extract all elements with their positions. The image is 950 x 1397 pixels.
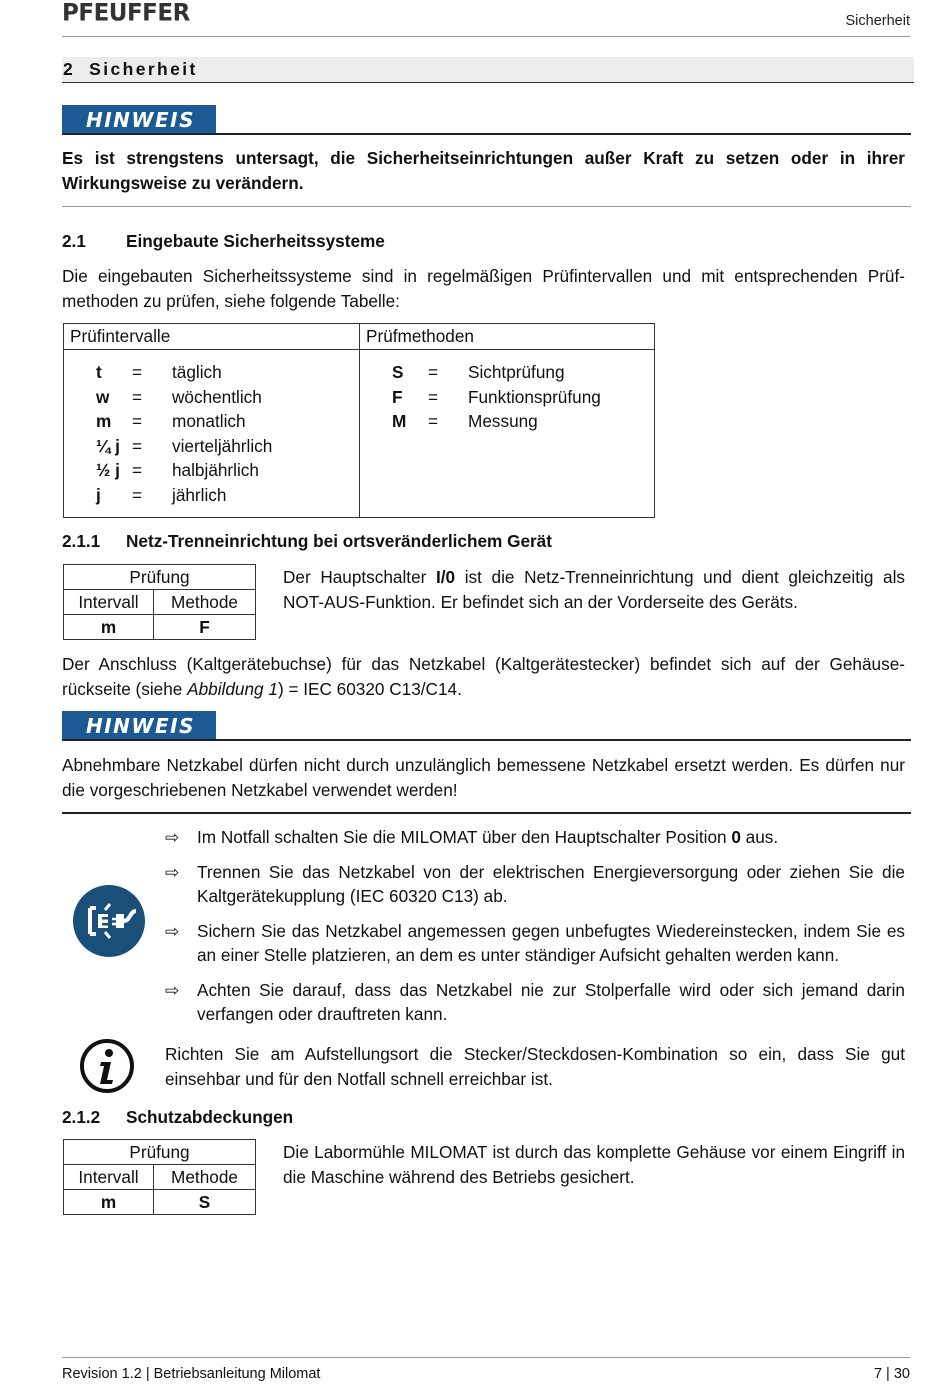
test-table-interval-value: m xyxy=(64,1190,154,1215)
list-item: ¼ j = vierteljährlich xyxy=(96,435,273,456)
list-item: j = jährlich xyxy=(96,484,227,505)
footer-document-info: Revision 1.2 | Betriebsanleitung Milomat xyxy=(62,1366,321,1382)
test-table-col-method: Methode xyxy=(154,1165,256,1190)
subsection-heading-2-1-2 xyxy=(62,1105,293,1130)
covers-description: Die Labormühle MILOMAT ist durch das komplette Gehäuse vor einem Eingriff in die Maschine während des Betriebs gesichert. xyxy=(283,1142,905,1187)
section-number: 2 xyxy=(63,59,76,79)
list-item: ⇨ Achten Sie darauf, dass das Netzkabel nie zur Stolperfalle wird oder sich jemand darin verfangen oder drauftreten kann. xyxy=(165,978,905,1027)
connection-paragraph: Der Anschluss (Kaltgerätebuchse) für das Netzkabel (Kaltgerätestecker) befindet sich auf der Gehäuserückseite (siehe Abbildung 1) = IEC 60320 C13/C14. xyxy=(62,654,905,699)
test-table-method-value: S xyxy=(154,1190,256,1215)
notice-end-divider xyxy=(62,812,911,814)
subsection-title: Schutzabdeckungen xyxy=(126,1107,294,1127)
footer-divider xyxy=(62,1357,910,1358)
test-table-2-1-2 xyxy=(63,1139,256,1215)
notice-label: HINWEIS xyxy=(62,711,216,741)
subsection-heading-2-1-1 xyxy=(62,529,552,554)
subsection-title: Netz-Trenneinrichtung bei ortsveränderlichem Gerät xyxy=(126,531,552,551)
unplug-mains-icon xyxy=(72,884,146,958)
list-item: ⇨ Trennen Sie das Netzkabel von der elektrischen Energieversorgung oder ziehen Sie die Kaltgerätekupplung (IEC 60320 C13) ab. xyxy=(165,860,905,909)
list-item: ½ j = halbjährlich xyxy=(96,460,259,480)
section-title xyxy=(63,57,198,81)
list-item: M = Messung xyxy=(392,411,538,431)
figure-reference: Abbildung 1 xyxy=(187,678,278,699)
test-table-col-interval: Intervall xyxy=(64,590,154,615)
info-text: Richten Sie am Aufstellungsort die Stecker/Steckdosen-Kombination so ein, dass Sie gut einsehbar und für den Notfall schnell erreichbar ist. xyxy=(165,1044,905,1089)
test-table-2-1-1 xyxy=(63,564,256,640)
emergency-steps-list xyxy=(165,825,905,1037)
list-item: t = täglich xyxy=(96,362,222,382)
section-title-text: Sicherheit xyxy=(89,59,198,79)
notice-end-divider xyxy=(62,206,911,207)
list-item: ⇨ Sichern Sie das Netzkabel angemessen gegen unbefugtes Wiedereinstecken, indem Sie es an einer Stelle platzieren, an dem es unter ständiger Aufsicht gehalten werden kann. xyxy=(165,919,905,968)
notice-text: Abnehmbare Netzkabel dürfen nicht durch unzulänglich bemessene Netzkabel ersetzt werden. Es dürfen nur die vorgeschriebenen Netzkabel verwendet werden! xyxy=(62,755,905,800)
list-item: ⇨ Im Notfall schalten Sie die MILOMAT über den Hauptschalter Position 0 aus. xyxy=(165,825,905,850)
list-item: S = Sichtprüfung xyxy=(392,362,565,382)
test-table-header: Prüfung xyxy=(64,565,256,590)
test-table-header: Prüfung xyxy=(64,1140,256,1165)
subsection-number: 2.1.1 xyxy=(62,531,101,551)
subsection-number: 2.1.2 xyxy=(62,1107,101,1127)
notice-divider xyxy=(62,739,911,741)
test-table-method-value: F xyxy=(154,615,256,640)
company-logo: PFEUFFER xyxy=(62,0,190,27)
notice-divider xyxy=(62,133,911,135)
header-divider xyxy=(62,36,910,37)
list-item: F = Funktionsprüfung xyxy=(392,386,601,407)
footer-page-number: 7 | 30 xyxy=(873,1366,910,1382)
arrow-right-icon: ⇨ xyxy=(165,920,180,941)
methods-header: Prüfmethoden xyxy=(360,324,655,350)
arrow-right-icon: ⇨ xyxy=(165,827,180,847)
info-icon xyxy=(79,1038,135,1094)
notice-label: HINWEIS xyxy=(62,105,216,135)
arrow-right-icon: ⇨ xyxy=(165,979,180,1000)
notice-text: Es ist strengstens untersagt, die Sicherheitseinrichtungen außer Kraft zu setzen oder in ihrer Wirkungsweise zu verändern. xyxy=(62,148,905,193)
subsection-title: Eingebaute Sicherheitssysteme xyxy=(126,231,385,251)
test-table-col-method: Methode xyxy=(154,590,256,615)
list-item: m = monatlich xyxy=(96,411,246,431)
intervals-list xyxy=(64,350,360,518)
arrow-right-icon: ⇨ xyxy=(165,861,180,882)
test-table-col-interval: Intervall xyxy=(64,1165,154,1190)
subsection-number: 2.1 xyxy=(62,231,86,251)
methods-list xyxy=(360,350,655,518)
main-switch-description: Der Hauptschalter I/0 ist die Netz-Trenneinrichtung und dient gleichzeitig als NOT-AUS-Funktion. Er befindet sich an der Vorderseite des Geräts. xyxy=(283,567,905,612)
intro-paragraph: Die eingebauten Sicherheitssysteme sind in regelmäßigen Prüfintervallen und mit entsprechenden Prüfmethoden zu prüfen, siehe folgende Tabelle: xyxy=(62,266,905,311)
test-table-interval-value: m xyxy=(64,615,154,640)
list-item: w = wöchentlich xyxy=(96,386,262,407)
intervals-header: Prüfintervalle xyxy=(64,324,360,350)
subsection-heading-2-1 xyxy=(62,229,385,254)
test-legend-table xyxy=(63,323,655,518)
header-section-name: Sicherheit xyxy=(845,13,910,29)
